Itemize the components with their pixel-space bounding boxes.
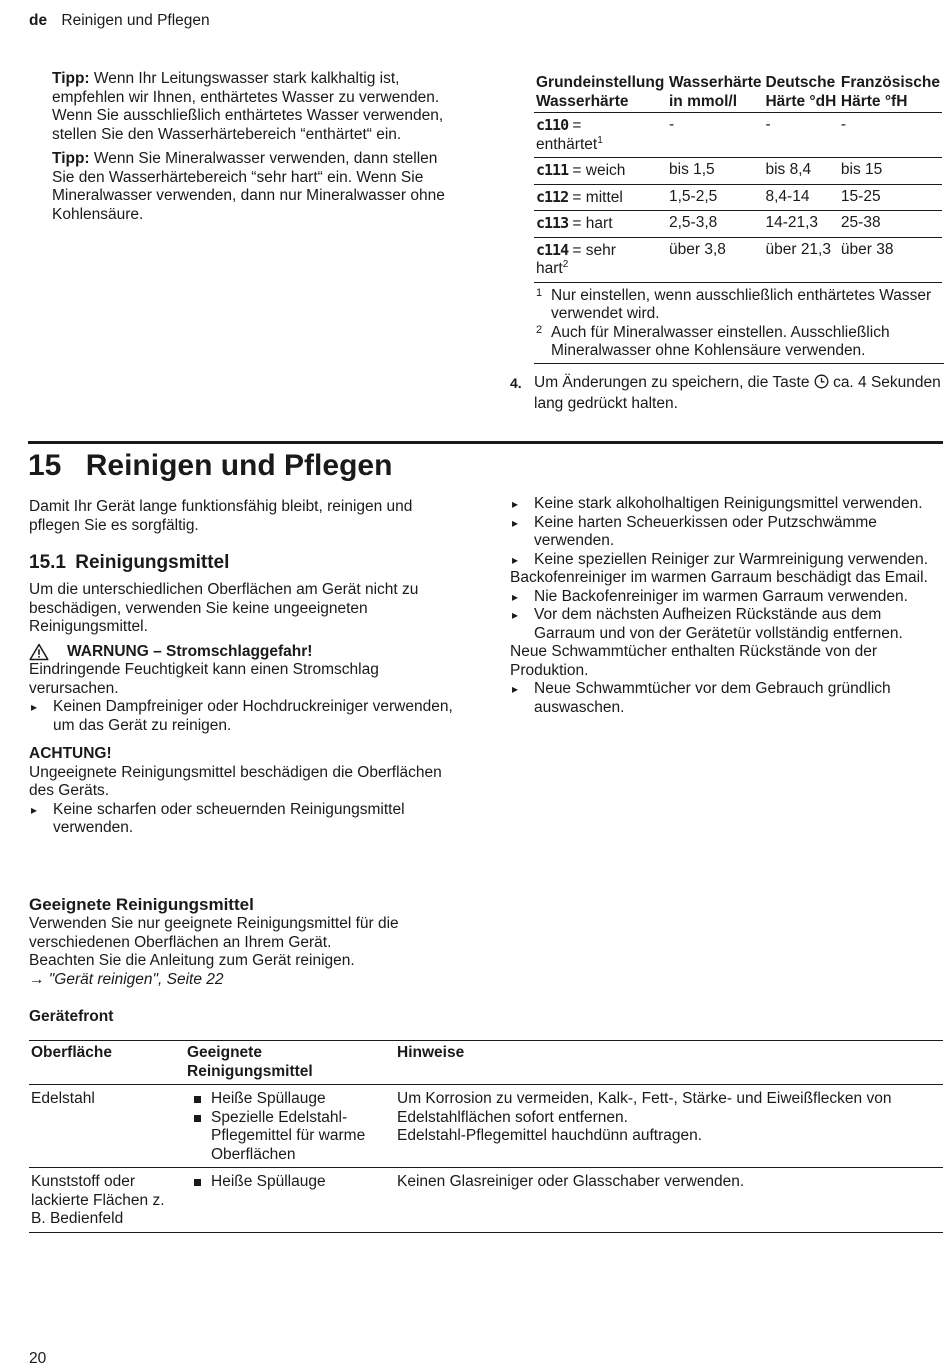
- table-cell: über 3,8: [667, 237, 763, 282]
- suitable-title: Geeignete Reinigungsmittel: [29, 895, 254, 914]
- suitable-text: Beachten Sie die Anleitung zum Gerät reinigen.: [29, 952, 355, 969]
- tips-block: [52, 70, 462, 224]
- table-cell: über 21,3: [763, 237, 838, 282]
- warning-title: WARNUNG – Stromschlaggefahr!: [67, 642, 313, 660]
- table-row: [534, 237, 942, 282]
- table-cell: [534, 237, 667, 282]
- table-cell: [534, 113, 667, 158]
- subsection-title: Reinigungsmittel: [75, 552, 230, 573]
- warning-bullet: ▸ Keinen Dampfreiniger oder Hochdruckreiniger verwenden, um das Gerät zu reinigen.: [29, 698, 461, 735]
- table-cell: bis 15: [839, 158, 942, 185]
- header-title: Reinigen und Pflegen: [61, 12, 210, 29]
- column-header: Oberfläche: [29, 1041, 185, 1085]
- front-table-wrap: [29, 1040, 943, 1233]
- footnote-number: 1: [536, 286, 543, 299]
- column-header: Französische Härte °fH: [839, 72, 942, 113]
- subsection-intro: Um die unterschiedlichen Oberflächen am Gerät nicht zu beschädigen, verwenden Sie keine ungeeigneten Reinigungsmittel.: [29, 581, 419, 635]
- tip-label: Tipp:: [52, 150, 90, 167]
- table-cell: über 38: [839, 237, 942, 282]
- hardness-table: [534, 72, 942, 283]
- list-item: ▸ Nie Backofenreiniger im warmen Garraum verwenden.: [510, 588, 944, 607]
- display-code: c111: [536, 161, 569, 179]
- display-code: c112: [536, 187, 569, 206]
- table-cell: -: [667, 113, 763, 158]
- column-header: Grundeinstellung Wasserhärte: [534, 72, 667, 113]
- section-rule: [28, 441, 943, 444]
- front-title: Gerätefront: [29, 1008, 114, 1025]
- table-cell: [534, 158, 667, 185]
- table-cell: [534, 211, 667, 238]
- table-cell: [185, 1085, 395, 1168]
- list-item: ▸ Keine stark alkoholhaltigen Reinigungsmittel verwenden.: [510, 495, 944, 514]
- table-cell: [185, 1168, 395, 1233]
- hardness-label: = weich: [568, 162, 626, 179]
- display-code: c114: [536, 240, 569, 259]
- table-cell: bis 1,5: [667, 158, 763, 185]
- footnote-ref: 1: [597, 134, 603, 146]
- section-heading: [28, 448, 392, 484]
- subsection-heading: [29, 551, 461, 575]
- table-row: [534, 158, 942, 185]
- footnote-number: 2: [536, 323, 543, 336]
- step-4: [510, 374, 944, 413]
- column-header: Hinweise: [395, 1041, 943, 1085]
- subsection-number: 15.1: [29, 552, 66, 573]
- tip-2: [52, 150, 462, 224]
- footnotes: [534, 283, 944, 364]
- caution-title: ACHTUNG!: [29, 745, 112, 762]
- table-header-row: [29, 1041, 943, 1085]
- clock-icon: [814, 374, 829, 395]
- table-cell: [534, 184, 667, 211]
- hardness-label: hart: [536, 260, 563, 277]
- hardness-label: =: [568, 117, 582, 134]
- paragraph: Backofenreiniger im warmen Garraum beschädigt das Email.: [510, 569, 928, 586]
- table-cell: 14-21,3: [763, 211, 838, 238]
- caution-bullet: ▸ Keine scharfen oder scheuernden Reinigungsmittel verwenden.: [29, 801, 461, 838]
- footnote: [534, 287, 944, 324]
- note-text: Um Korrosion zu vermeiden, Kalk-, Fett-, Stärke- und Eiweißflecken von Edelstahlflächen sofort entfernen.: [397, 1090, 892, 1126]
- footnote-text: Nur einstellen, wenn ausschließlich enthärtetes Wasser verwendet wird.: [551, 286, 932, 322]
- table-cell: bis 8,4: [763, 158, 838, 185]
- note-text: Edelstahl-Pflegemittel hauchdünn auftragen.: [397, 1127, 703, 1144]
- display-code: c110: [536, 116, 569, 134]
- table-cell: -: [763, 113, 838, 158]
- right-column: [510, 495, 944, 717]
- page-header: [29, 12, 210, 31]
- table-row: [534, 211, 942, 238]
- tip-label: Tipp:: [52, 70, 90, 87]
- hardness-label: = mittel: [568, 188, 623, 206]
- column-header: Deutsche Härte °dH: [763, 72, 838, 113]
- table-cell: [395, 1168, 943, 1233]
- tip-1: [52, 70, 462, 144]
- suitable-text: Verwenden Sie nur geeignete Reinigungsmittel für die verschiedenen Oberflächen an Ihrem Gerät.: [29, 915, 399, 951]
- list-item: ▸ Neue Schwammtücher vor dem Gebrauch gründlich auswaschen.: [510, 680, 944, 717]
- step-text-after: ca. 4 Sekunden lang gedrückt halten.: [534, 374, 941, 412]
- section-intro: Damit Ihr Gerät lange funktionsfähig bleibt, reinigen und pflegen Sie es sorgfältig.: [29, 498, 413, 534]
- section-number: 15: [28, 449, 62, 482]
- warning-triangle-icon: [29, 643, 49, 661]
- footnote: [534, 324, 944, 361]
- front-table: [29, 1040, 943, 1233]
- left-column: [29, 498, 461, 838]
- paragraph: Neue Schwammtücher enthalten Rückstände von der Produktion.: [510, 643, 878, 679]
- cross-reference-link[interactable]: → "Gerät reinigen", Seite 22: [29, 970, 224, 988]
- warning-text: Eindringende Feuchtigkeit kann einen Stromschlag verursachen.: [29, 661, 379, 697]
- table-cell: [395, 1085, 943, 1168]
- suitable-agents: [29, 894, 469, 989]
- list-item: ▸ Keine speziellen Reiniger zur Warmreinigung verwenden.: [510, 551, 944, 570]
- table-header-row: [534, 72, 942, 113]
- list-item: ▸ Vor dem nächsten Aufheizen Rückstände aus dem Garraum und von der Gerätetür vollständig entfernen.: [510, 606, 944, 643]
- caution-text: Ungeeignete Reinigungsmittel beschädigen die Oberflächen des Geräts.: [29, 763, 442, 799]
- hardness-label: enthärtet: [536, 135, 598, 153]
- note-text: Keinen Glasreiniger oder Glasschaber verwenden.: [397, 1173, 745, 1190]
- footnote-ref: 2: [562, 258, 569, 270]
- table-row: [29, 1085, 943, 1168]
- tip-text: Wenn Sie Mineralwasser verwenden, dann stellen Sie den Wasserhärtebereich “sehr hart“ ein. Wenn Sie Mineralwasser verwenden, dann nur Mineralwasser ohne Kohlensäure.: [52, 150, 445, 223]
- table-row: [534, 113, 942, 158]
- table-cell: 25-38: [839, 211, 942, 238]
- list-item: Spezielle Edelstahl-Pflegemittel für warme Oberflächen: [187, 1109, 393, 1165]
- step-text-before: Um Änderungen zu speichern, die Taste: [534, 374, 810, 391]
- table-row: [29, 1168, 943, 1233]
- table-cell: -: [839, 113, 942, 158]
- footnote-text: Auch für Mineralwasser einstellen. Ausschließlich Mineralwasser ohne Kohlensäure verwenden.: [551, 323, 890, 359]
- table-cell: 15-25: [839, 184, 942, 211]
- list-item: ▸ Keine harten Scheuerkissen oder Putzschwämme verwenden.: [510, 514, 944, 551]
- display-code: c113: [536, 214, 569, 232]
- column-header: Wasserhärte in mmol/l: [667, 72, 763, 113]
- section-title: Reinigen und Pflegen: [85, 449, 393, 482]
- hardness-table-wrap: [534, 72, 944, 364]
- list-item: Heiße Spüllauge: [187, 1090, 393, 1109]
- language-code: de: [29, 12, 48, 29]
- page-number: 20: [29, 1350, 47, 1367]
- hardness-label: = hart: [568, 215, 613, 232]
- column-header: Geeignete Reinigungsmittel: [185, 1041, 395, 1085]
- table-cell: 8,4-14: [763, 184, 838, 211]
- hardness-label: = sehr: [568, 241, 616, 259]
- table-cell: Edelstahl: [29, 1085, 185, 1168]
- table-cell: 1,5-2,5: [667, 184, 763, 211]
- table-row: [534, 184, 942, 211]
- table-cell: 2,5-3,8: [667, 211, 763, 238]
- step-number: 4.: [510, 375, 522, 391]
- table-cell: Kunststoff oder lackierte Flächen z. B. Bedienfeld: [29, 1168, 185, 1233]
- warning-heading: [29, 643, 461, 662]
- tip-text: Wenn Ihr Leitungswasser stark kalkhaltig ist, empfehlen wir Ihnen, enthärtetes Wasser zu verwenden. Wenn Sie ausschließlich enthärtetes Wasser verwenden, stellen Sie den Wasserhärtebereich “enthärtet“ ein.: [52, 70, 444, 143]
- list-item: Heiße Spüllauge: [187, 1173, 393, 1192]
